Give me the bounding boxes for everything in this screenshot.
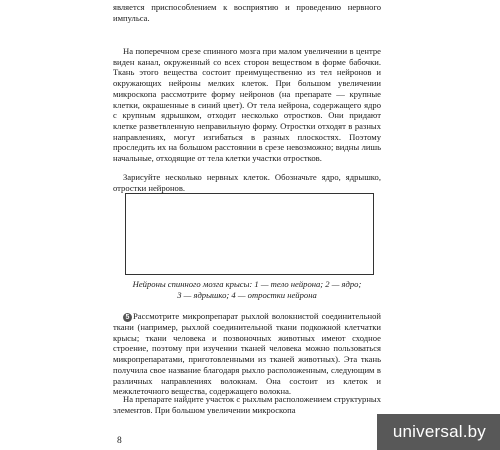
- paragraph-text: является приспособлением к восприятию и проведению нервного импульса.: [113, 2, 381, 23]
- paragraph-text: Рассмотрите микропрепарат рыхлой волокнистой соединительной ткани (например, рыхлой соединительной ткани подкожной клетчатки крысы; ткани человека и позвоночных животных имеют сходное строение, поэтому при изучении тканей человека можно пользоваться микропрепаратами, приготовленными из тканей животных). Эта ткань получила свое название благодаря рыхло расположенным, следующим в различных направлениях волокнам. Она состоит из клеток и межклеточного вещества, содержащего волокна.: [113, 311, 381, 397]
- page-number: 8: [117, 436, 122, 446]
- paragraph-text: На препарате найдите участок с рыхлым расположением структурных элементов. При большом увеличении микроскопа: [113, 394, 381, 415]
- paragraph-text: На поперечном срезе спинного мозга при малом увеличении в центре виден канал, окруженный со всех сторон веществом в форме бабочки. Ткань этого вещества состоит преимущественно из тел нейронов и окружающих нейроны мелких клеток. При большом увеличении микроскопа рассмотрите форму нейронов (на препарате — крупные клетки, окрашенные в синий цвет). От тела нейрона, содержащего ядро с крупным ядрышком, отходит несколько отростков. Они придают клетке разветвленную неправильную форму. Отростки отходят в разных направлениях, могут изгибаться в разных плоскостях. Поэтому проследить их на большом расстоянии в срезе невозможно; видны лишь начальные, отходящие от тела клетки участки отростков.: [113, 46, 381, 164]
- task-number-badge: 5: [123, 313, 132, 322]
- watermark-logo: universal.by: [377, 414, 500, 450]
- figure-caption: [113, 279, 381, 300]
- paragraph-intro: [113, 2, 381, 23]
- paragraph-spinal-cord: [113, 46, 381, 164]
- caption-line-2: 3 — ядрышко; 4 — отростки нейрона: [177, 289, 317, 300]
- caption-line-1: Нейроны спинного мозга крысы: 1 — тело нейрона; 2 — ядро;: [132, 279, 362, 289]
- paragraph-text: Зарисуйте несколько нервных клеток. Обозначьте ядро, ядрышко, отростки нейронов.: [113, 172, 381, 193]
- drawing-area: [125, 193, 374, 275]
- paragraph-draw-task: [113, 172, 381, 193]
- paragraph-find-area: [113, 394, 381, 415]
- paragraph-task-5: [113, 311, 381, 397]
